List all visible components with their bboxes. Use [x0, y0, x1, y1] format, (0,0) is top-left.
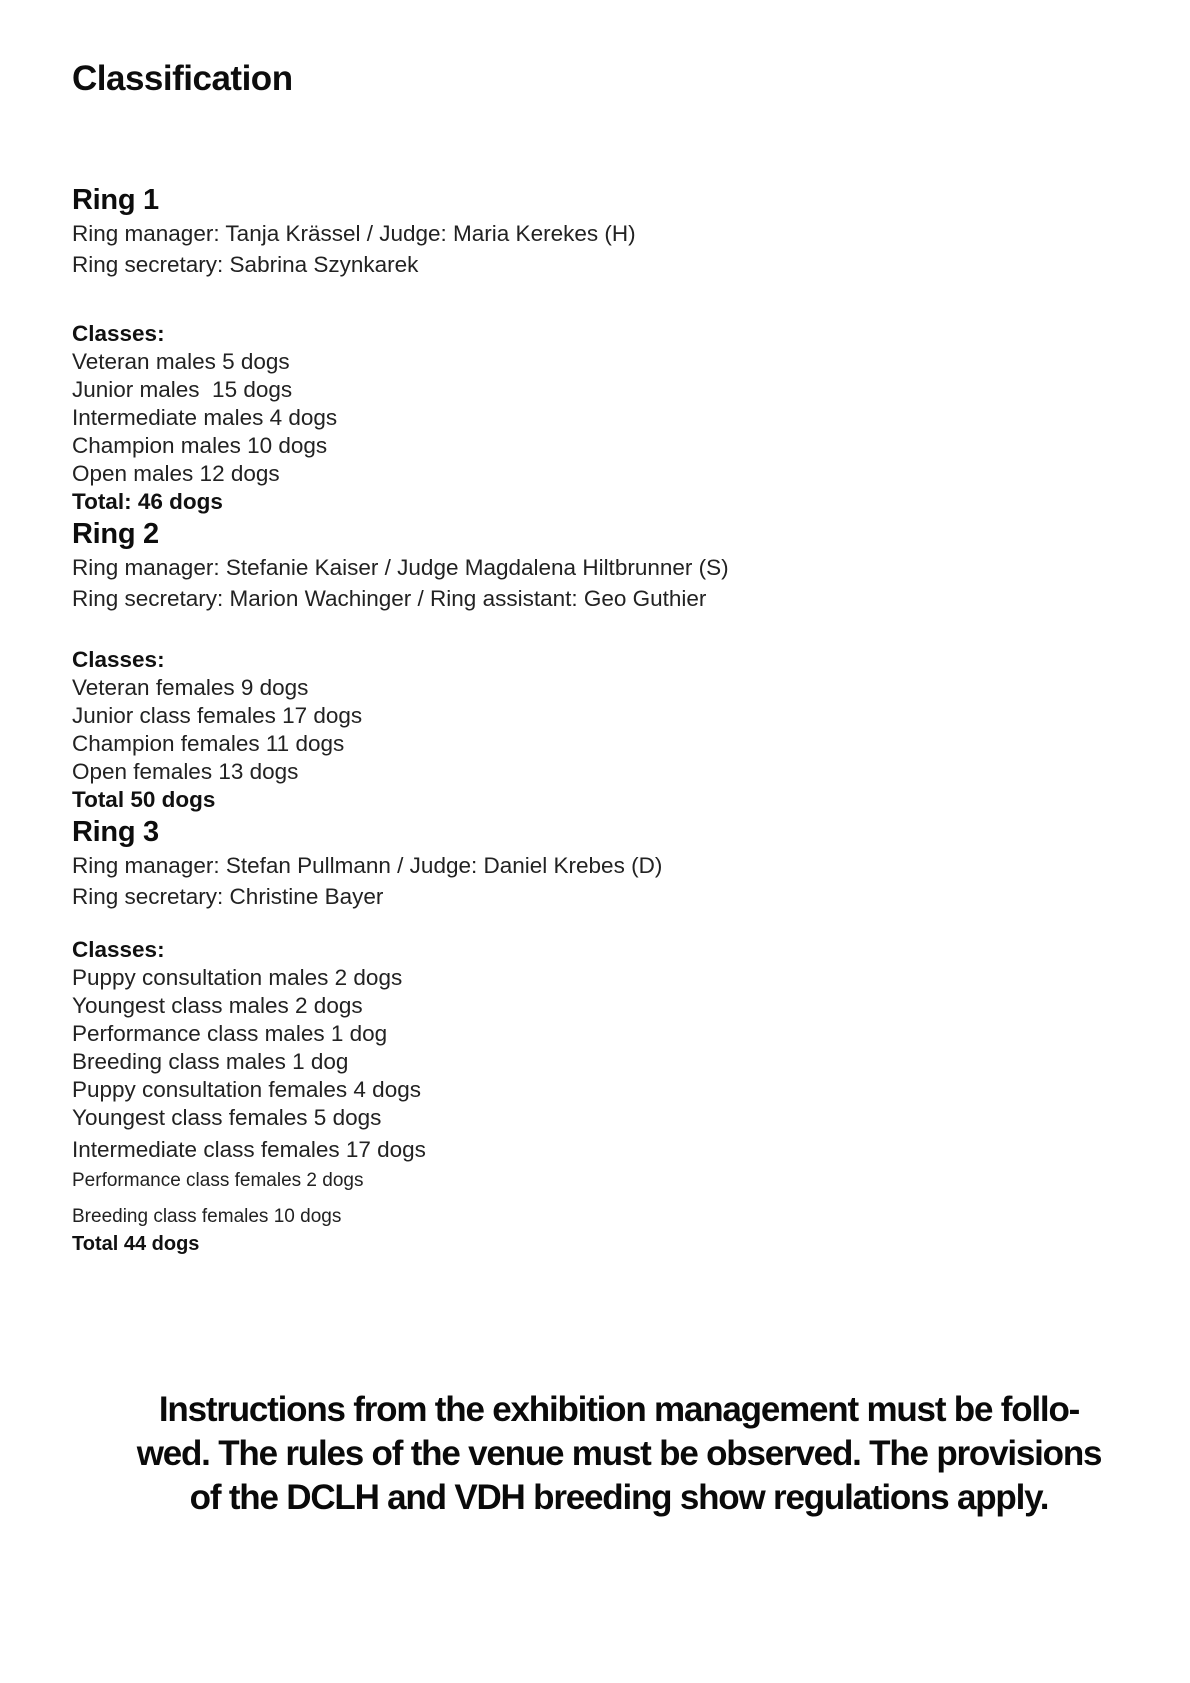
class-line: Junior males 15 dogs [72, 377, 293, 402]
classes-label: Classes: [72, 321, 165, 346]
ring-3-heading: Ring 3 [72, 816, 159, 848]
footer-notice-line: Instructions from the exhibition management must be follo- [158, 1390, 1080, 1429]
class-line: Youngest class females 5 dogs [72, 1105, 382, 1130]
ring-1-secretary-line: Ring secretary: Sabrina Szynkarek [72, 252, 419, 277]
ring-3-classes [72, 936, 1130, 1258]
class-line: Performance class females 2 dogs [72, 1170, 364, 1191]
class-line: Performance class males 1 dog [72, 1021, 388, 1046]
ring-1-total: Total: 46 dogs [72, 489, 223, 514]
class-line: Puppy consultation males 2 dogs [72, 965, 403, 990]
class-line: Intermediate males 4 dogs [72, 405, 338, 430]
class-line: Champion females 11 dogs [72, 731, 345, 756]
ring-2-classes [72, 646, 1130, 814]
ring-1-heading: Ring 1 [72, 184, 159, 216]
ring-2-total: Total 50 dogs [72, 787, 216, 812]
ring-1-section [72, 182, 1130, 516]
ring-2-section [72, 516, 1130, 814]
ring-1-manager-line: Ring manager: Tanja Krässel / Judge: Maria Kerekes (H) [72, 221, 636, 246]
ring-2-heading: Ring 2 [72, 518, 159, 550]
class-line: Breeding class females 10 dogs [72, 1206, 342, 1227]
page-title: Classification [72, 59, 293, 98]
ring-1-classes [72, 320, 1130, 516]
classes-label: Classes: [72, 647, 165, 672]
footer-notice [60, 1388, 1178, 1520]
class-line: Junior class females 17 dogs [72, 703, 363, 728]
ring-3-manager-line: Ring manager: Stefan Pullmann / Judge: Daniel Krebes (D) [72, 853, 663, 878]
footer-notice-line: wed. The rules of the venue must be observed. The provisions [136, 1434, 1102, 1473]
class-line: Puppy consultation females 4 dogs [72, 1077, 421, 1102]
class-line: Intermediate class females 17 dogs [72, 1137, 426, 1162]
class-line: Veteran males 5 dogs [72, 349, 290, 374]
ring-3-section [72, 814, 1130, 1258]
class-line: Breeding class males 1 dog [72, 1049, 349, 1074]
class-line: Champion males 10 dogs [72, 433, 328, 458]
class-line: Open females 13 dogs [72, 759, 299, 784]
classes-label: Classes: [72, 937, 165, 962]
ring-2-secretary-line: Ring secretary: Marion Wachinger / Ring assistant: Geo Guthier [72, 586, 707, 611]
class-line: Veteran females 9 dogs [72, 675, 309, 700]
ring-3-total: Total 44 dogs [72, 1233, 200, 1255]
footer-notice-line: of the DCLH and VDH breeding show regulations apply. [189, 1478, 1049, 1517]
ring-3-secretary-line: Ring secretary: Christine Bayer [72, 884, 384, 909]
class-line: Youngest class males 2 dogs [72, 993, 363, 1018]
class-line: Open males 12 dogs [72, 461, 280, 486]
ring-2-manager-line: Ring manager: Stefanie Kaiser / Judge Magdalena Hiltbrunner (S) [72, 555, 729, 580]
